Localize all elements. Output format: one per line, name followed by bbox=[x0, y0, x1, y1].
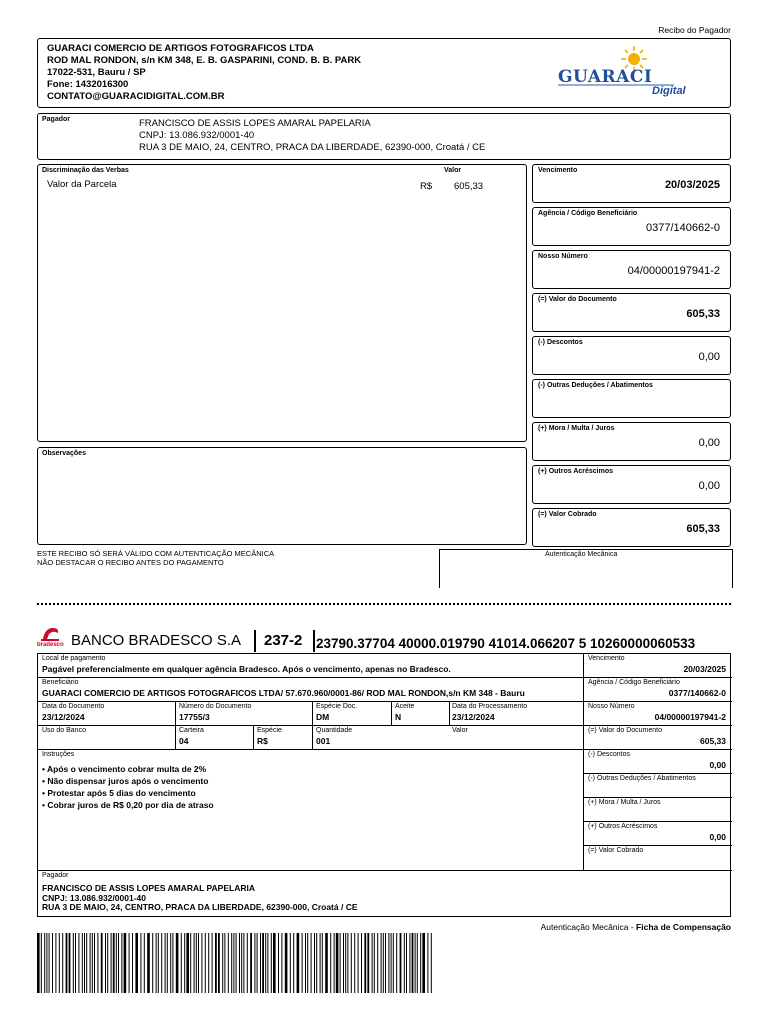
verbas-item: Valor da Parcela bbox=[47, 179, 117, 190]
cut-line bbox=[37, 603, 731, 605]
barcode-bar bbox=[420, 933, 421, 993]
right-field-label: (+) Outros Acréscimos bbox=[538, 468, 614, 475]
verbas-currency: R$ bbox=[420, 181, 433, 192]
barcode-bar bbox=[305, 933, 306, 993]
uso-banco-label: Uso do Banco bbox=[42, 727, 86, 734]
num-doc-value: 17755/3 bbox=[179, 712, 210, 722]
right-field-box bbox=[532, 465, 731, 504]
right-field-box bbox=[532, 508, 731, 547]
right-field-box bbox=[532, 293, 731, 332]
barcode-bar bbox=[260, 933, 261, 993]
barcode-bar bbox=[41, 933, 42, 993]
barcode-bar bbox=[97, 933, 98, 993]
valor-label: Valor bbox=[452, 727, 468, 734]
barcode-bar bbox=[161, 933, 162, 993]
barcode-bar bbox=[257, 933, 258, 993]
barcode-bar bbox=[218, 933, 220, 993]
bradesco-logo bbox=[37, 625, 65, 651]
especie-doc-label: Espécie Doc. bbox=[316, 703, 358, 710]
barcode-bar bbox=[66, 933, 68, 993]
barcode-bar bbox=[381, 933, 382, 993]
barcode-bar bbox=[239, 933, 240, 993]
logo-sub-text: Digital bbox=[652, 85, 686, 97]
barcode-bar bbox=[347, 933, 348, 993]
right-field-box bbox=[532, 422, 731, 461]
verbas-box bbox=[37, 164, 527, 442]
right-field-box bbox=[532, 164, 731, 203]
barcode-bar bbox=[377, 933, 378, 993]
barcode-bar bbox=[330, 933, 331, 993]
barcode-bar bbox=[135, 933, 138, 993]
barcode-bar bbox=[325, 933, 328, 993]
data-proc-label: Data do Processamento bbox=[452, 703, 528, 710]
right-field-label: Vencimento bbox=[538, 167, 578, 174]
slip-pagador-name: FRANCISCO DE ASSIS LOPES AMARAL PAPELARIA bbox=[42, 883, 255, 893]
bank-divider-1 bbox=[254, 630, 256, 652]
barcode-bar bbox=[170, 933, 171, 993]
barcode-bar bbox=[345, 933, 346, 993]
barcode-bar bbox=[111, 933, 112, 993]
payer-box bbox=[37, 113, 731, 160]
slip-right-value: 0377/140662-0 bbox=[668, 688, 726, 698]
barcode-bar bbox=[86, 933, 87, 993]
instrucao-3: • Protestar após 5 dias do vencimento bbox=[42, 788, 196, 798]
barcode-bar bbox=[212, 933, 213, 993]
verbas-label: Discriminação das Verbas bbox=[42, 167, 129, 174]
slip-right-value: 20/03/2025 bbox=[683, 664, 726, 674]
company-header bbox=[37, 38, 731, 108]
barcode-bar bbox=[404, 933, 405, 993]
barcode-bar bbox=[351, 933, 352, 993]
barcode-bar bbox=[118, 933, 119, 993]
right-field-label: (-) Outras Deduções / Abatimentos bbox=[538, 382, 653, 389]
barcode-bar bbox=[334, 933, 335, 993]
barcode-bar bbox=[165, 933, 166, 993]
barcode-bar bbox=[396, 933, 397, 993]
especie-value: R$ bbox=[257, 736, 268, 746]
barcode-bar bbox=[241, 933, 242, 993]
barcode-bar bbox=[116, 933, 117, 993]
receipt-title: Recibo do Pagador bbox=[658, 25, 731, 35]
right-field-value: 04/00000197941-2 bbox=[627, 265, 720, 277]
barcode-bar bbox=[144, 933, 145, 993]
footer-note-1: ESTE RECIBO SÓ SERÁ VÁLIDO COM AUTENTICAÇÃO MECÂNICA bbox=[37, 549, 275, 558]
barcode-bar bbox=[101, 933, 103, 993]
company-phone: Fone: 1432016300 bbox=[47, 79, 129, 90]
barcode-bar bbox=[152, 933, 153, 993]
right-field-box bbox=[532, 336, 731, 375]
barcode-bar bbox=[92, 933, 93, 993]
barcode-bar bbox=[196, 933, 197, 993]
barcode-bar bbox=[412, 933, 414, 993]
company-email: CONTATO@GUARACIDIGITAL.COM.BR bbox=[47, 91, 225, 102]
barcode-bar bbox=[205, 933, 206, 993]
right-field-label: Agência / Código Beneficiário bbox=[538, 210, 638, 217]
barcode-bar bbox=[224, 933, 225, 993]
barcode-bar bbox=[132, 933, 133, 993]
barcode-bar bbox=[336, 933, 339, 993]
barcode-bar bbox=[236, 933, 237, 993]
right-field-value: 0,00 bbox=[698, 480, 720, 492]
local-value: Pagável preferencialmente em qualquer agência Bradesco. Após o vencimento, apenas no Bradesco. bbox=[42, 664, 451, 674]
barcode-bar bbox=[147, 933, 150, 993]
barcode-bar bbox=[422, 933, 425, 993]
barcode-bar bbox=[69, 933, 71, 993]
barcode-bar bbox=[293, 933, 294, 993]
barcode-bar bbox=[198, 933, 199, 993]
data-proc-value: 23/12/2024 bbox=[452, 712, 495, 722]
barcode-bar bbox=[37, 933, 40, 993]
barcode-bar bbox=[186, 933, 189, 993]
barcode bbox=[37, 933, 437, 993]
barcode-bar bbox=[75, 933, 76, 993]
barcode-bar bbox=[140, 933, 141, 993]
right-field-box bbox=[532, 207, 731, 246]
slip-auth-label: Autenticação Mecânica - bbox=[540, 922, 637, 932]
quantidade-value: 001 bbox=[316, 736, 331, 746]
especie-label: Espécie bbox=[257, 727, 282, 734]
barcode-bar bbox=[285, 933, 288, 993]
barcode-bar bbox=[250, 933, 252, 993]
barcode-bar bbox=[59, 933, 60, 993]
barcode-bar bbox=[265, 933, 266, 993]
beneficiario-label: Beneficiário bbox=[42, 679, 79, 686]
slip-pagador-cnpj: CNPJ: 13.086.932/0001-40 bbox=[42, 893, 146, 903]
local-label: Local de pagamento bbox=[42, 655, 106, 662]
barcode-bar bbox=[431, 933, 432, 993]
right-field-value: 605,33 bbox=[686, 523, 720, 535]
barcode-bar bbox=[90, 933, 91, 993]
barcode-bar bbox=[254, 933, 255, 993]
barcode-bar bbox=[311, 933, 312, 993]
slip-auth bbox=[541, 922, 731, 932]
slip-right-value: 0,00 bbox=[709, 760, 726, 770]
barcode-bar bbox=[361, 933, 362, 993]
barcode-bar bbox=[302, 933, 303, 993]
logo-main-text: GUARACI bbox=[558, 67, 653, 87]
barcode-bar bbox=[208, 933, 209, 993]
barcode-bar bbox=[84, 933, 85, 993]
slip-right-label: (-) Outras Deduções / Abatimentos bbox=[588, 775, 696, 782]
aceite-value: N bbox=[395, 712, 402, 722]
observacoes-box bbox=[37, 447, 527, 545]
bank-name: BANCO BRADESCO S.A bbox=[71, 632, 242, 649]
barcode-bar bbox=[49, 933, 50, 993]
quantidade-label: Quantidade bbox=[316, 727, 353, 734]
slip-right-label: (-) Descontos bbox=[588, 751, 631, 758]
barcode-bar bbox=[322, 933, 323, 993]
barcode-bar bbox=[307, 933, 308, 993]
barcode-bar bbox=[385, 933, 386, 993]
instrucoes-label: Instruções bbox=[42, 751, 75, 758]
bradesco-logo-text: bradesco bbox=[37, 642, 64, 648]
barcode-bar bbox=[247, 933, 248, 993]
barcode-bar bbox=[372, 933, 373, 993]
company-name: GUARACI COMERCIO DE ARTIGOS FOTOGRAFICOS LTDA bbox=[47, 43, 314, 54]
barcode-bar bbox=[215, 933, 217, 993]
payer-name: FRANCISCO DE ASSIS LOPES AMARAL PAPELARIA bbox=[139, 118, 371, 129]
barcode-bar bbox=[406, 933, 407, 993]
barcode-bar bbox=[320, 933, 321, 993]
carteira-label: Carteira bbox=[179, 727, 204, 734]
barcode-bar bbox=[383, 933, 384, 993]
company-logo bbox=[556, 45, 706, 101]
verbas-amount: 605,33 bbox=[454, 181, 484, 192]
barcode-bar bbox=[228, 933, 229, 993]
barcode-bar bbox=[354, 933, 355, 993]
barcode-bar bbox=[340, 933, 341, 993]
barcode-bar bbox=[400, 933, 402, 993]
bank-divider-2 bbox=[313, 630, 315, 652]
barcode-bar bbox=[358, 933, 359, 993]
barcode-bar bbox=[415, 933, 416, 993]
right-field-value: 0377/140662-0 bbox=[645, 222, 720, 234]
barcode-bar bbox=[62, 933, 63, 993]
auth-box bbox=[439, 549, 733, 588]
slip-right-label: Vencimento bbox=[588, 655, 625, 662]
barcode-bar bbox=[121, 933, 122, 993]
company-address: ROD MAL RONDON, s/n KM 348, E. B. GASPARINI, COND. B. B. PARK bbox=[47, 55, 362, 66]
carteira-value: 04 bbox=[179, 736, 189, 746]
barcode-bar bbox=[52, 933, 53, 993]
barcode-bar bbox=[73, 933, 74, 993]
aceite-label: Aceite bbox=[395, 703, 415, 710]
barcode-bar bbox=[129, 933, 130, 993]
barcode-bar bbox=[343, 933, 344, 993]
right-field-label: (=) Valor Cobrado bbox=[538, 511, 597, 518]
slip-pagador-label: Pagador bbox=[42, 872, 69, 879]
barcode-bar bbox=[46, 933, 47, 993]
barcode-bar bbox=[271, 933, 272, 993]
barcode-bar bbox=[105, 933, 106, 993]
right-field-label: Nosso Número bbox=[538, 253, 588, 260]
barcode-bar bbox=[82, 933, 83, 993]
right-field-value: 20/03/2025 bbox=[664, 179, 720, 191]
barcode-bar bbox=[181, 933, 182, 993]
barcode-bar bbox=[190, 933, 191, 993]
barcode-bar bbox=[267, 933, 268, 993]
barcode-bar bbox=[158, 933, 159, 993]
barcode-bar bbox=[44, 933, 45, 993]
slip-grid bbox=[37, 653, 731, 917]
right-field-box bbox=[532, 379, 731, 418]
slip-right-value: 0,00 bbox=[709, 832, 726, 842]
verbas-value-label: Valor bbox=[444, 167, 462, 174]
bank-code: 237-2 bbox=[264, 632, 303, 649]
barcode-bar bbox=[78, 933, 79, 993]
slip-right-label: (+) Outros Acréscimos bbox=[588, 823, 658, 830]
slip-right-label: (=) Valor Cobrado bbox=[588, 847, 644, 854]
barcode-bar bbox=[281, 933, 282, 993]
barcode-bar bbox=[290, 933, 291, 993]
slip-pagador-address: RUA 3 DE MAIO, 24, CENTRO, PRACA DA LIBERDADE, 62390-000, Croatá / CE bbox=[42, 902, 358, 912]
data-doc-label: Data do Documento bbox=[42, 703, 105, 710]
footer-note-2: NÃO DESTACAR O RECIBO ANTES DO PAGAMENTO bbox=[37, 558, 224, 567]
right-field-label: (+) Mora / Multa / Juros bbox=[538, 425, 615, 432]
slip-right-label: Agência / Código Beneficiário bbox=[588, 679, 680, 686]
barcode-bar bbox=[364, 933, 366, 993]
barcode-bar bbox=[278, 933, 279, 993]
right-field-label: (=) Valor do Documento bbox=[538, 296, 617, 303]
instrucao-4: • Cobrar juros de R$ 0,20 por dia de atraso bbox=[42, 800, 214, 810]
company-city: 17022-531, Bauru / SP bbox=[47, 67, 146, 78]
barcode-bar bbox=[391, 933, 392, 993]
barcode-bar bbox=[316, 933, 317, 993]
ficha-label: Ficha de Compensação bbox=[636, 922, 731, 932]
slip-right-label: Nosso Número bbox=[588, 703, 635, 710]
instrucao-2: • Não dispensar juros após o vencimento bbox=[42, 776, 209, 786]
barcode-bar bbox=[393, 933, 394, 993]
barcode-bar bbox=[55, 933, 56, 993]
barcode-bar bbox=[297, 933, 300, 993]
especie-doc-value: DM bbox=[316, 712, 330, 722]
barcode-bar bbox=[374, 933, 375, 993]
barcode-bar bbox=[156, 933, 157, 993]
right-field-value: 0,00 bbox=[698, 351, 720, 363]
payer-label: Pagador bbox=[42, 116, 71, 123]
barcode-bar bbox=[233, 933, 234, 993]
barcode-bar bbox=[231, 933, 232, 993]
right-field-value: 0,00 bbox=[698, 437, 720, 449]
slip-right-label: (+) Mora / Multa / Juros bbox=[588, 799, 661, 806]
barcode-bar bbox=[184, 933, 185, 993]
slip-right-label: (=) Valor do Documento bbox=[588, 727, 662, 734]
num-doc-label: Número do Documento bbox=[179, 703, 252, 710]
barcode-bar bbox=[388, 933, 389, 993]
barcode-bar bbox=[194, 933, 195, 993]
barcode-bar bbox=[107, 933, 108, 993]
payer-address: RUA 3 DE MAIO, 24, CENTRO, PRACA DA LIBERDADE, 62390-000, Croatá / CE bbox=[139, 142, 486, 153]
barcode-bar bbox=[314, 933, 315, 993]
auth-label: Autenticação Mecânica bbox=[545, 551, 618, 558]
barcode-bar bbox=[172, 933, 173, 993]
barcode-bar bbox=[167, 933, 168, 993]
slip-right-value: 04/00000197941-2 bbox=[654, 712, 726, 722]
barcode-bar bbox=[124, 933, 127, 993]
right-field-box bbox=[532, 250, 731, 289]
barcode-bar bbox=[262, 933, 264, 993]
digitable-line: 23790.37704 40000.019790 41014.066207 5 10260000060533 bbox=[316, 636, 696, 651]
right-field-value: 605,33 bbox=[686, 308, 720, 320]
instrucao-1: • Após o vencimento cobrar multa de 2% bbox=[42, 764, 207, 774]
barcode-bar bbox=[243, 933, 244, 993]
barcode-bar bbox=[367, 933, 369, 993]
barcode-bar bbox=[273, 933, 276, 993]
bradesco-logo-icon bbox=[37, 625, 65, 643]
barcode-bar bbox=[427, 933, 428, 993]
data-doc-value: 23/12/2024 bbox=[42, 712, 85, 722]
barcode-bar bbox=[176, 933, 179, 993]
beneficiario-value: GUARACI COMERCIO DE ARTIGOS FOTOGRAFICOS LTDA/ 57.670.960/0001-86/ ROD MAL RONDON,s/n KM 348 - Bauru bbox=[42, 688, 525, 698]
barcode-bar bbox=[222, 933, 223, 993]
barcode-bar bbox=[113, 933, 115, 993]
observacoes-label: Observações bbox=[42, 450, 86, 457]
right-field-label: (-) Descontos bbox=[538, 339, 583, 346]
barcode-bar bbox=[94, 933, 95, 993]
barcode-bar bbox=[409, 933, 410, 993]
barcode-bar bbox=[417, 933, 418, 993]
payer-cnpj: CNPJ: 13.086.932/0001-40 bbox=[139, 130, 255, 141]
barcode-bar bbox=[201, 933, 202, 993]
slip-right-value: 605,33 bbox=[700, 736, 726, 746]
